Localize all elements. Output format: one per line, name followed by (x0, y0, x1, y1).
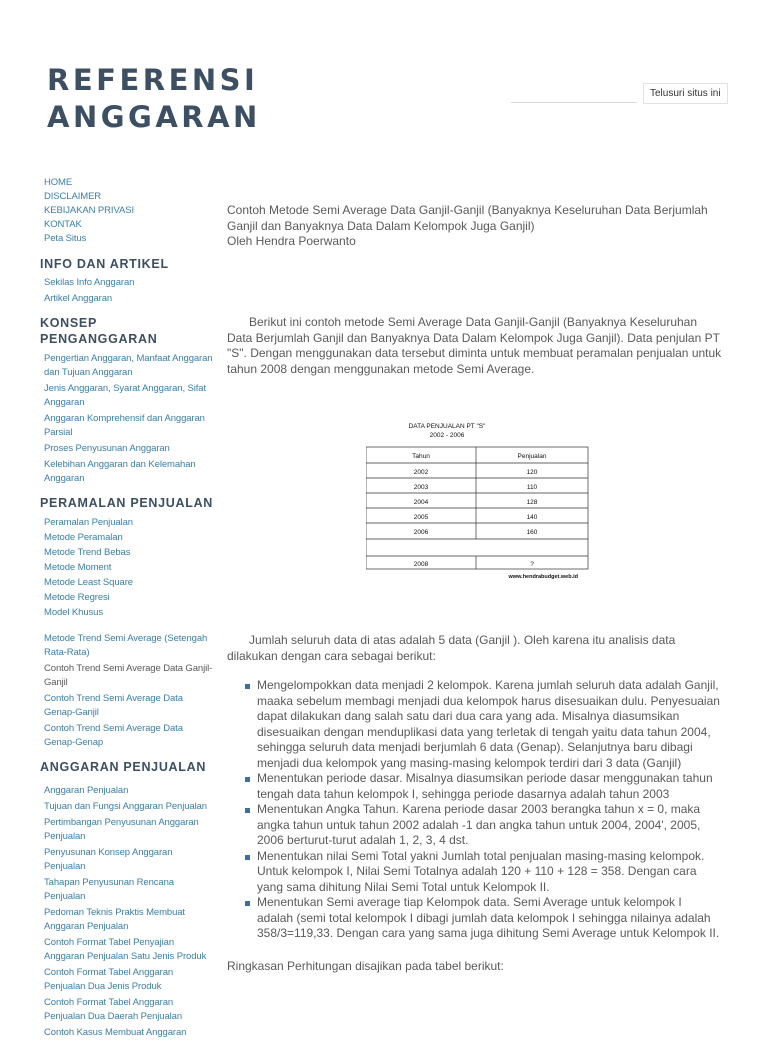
sidebar-item[interactable]: Penyusunan Konsep Anggaran Penjualan (44, 847, 173, 872)
post-header (227, 203, 723, 250)
cell-year: 2003 (413, 484, 429, 491)
cell-year-forecast: 2008 (413, 561, 429, 568)
nav-link-privacy[interactable]: KEBIJAKAN PRIVASI (44, 205, 134, 216)
sidebar-item[interactable]: Artikel Anggaran (44, 293, 113, 304)
sidebar-item[interactable]: Proses Penyusunan Anggaran (44, 443, 170, 454)
sidebar-item[interactable]: Metode Trend Bebas (44, 547, 131, 558)
cell-sales: 110 (526, 484, 538, 491)
nav-link-sitemap[interactable]: Peta Situs (44, 233, 87, 244)
post-author: Oleh Hendra Poerwanto (227, 234, 356, 248)
sidebar-item[interactable]: Contoh Format Tabel Penyajian Anggaran Penjualan Satu Jenis Produk (44, 937, 207, 962)
sidebar (40, 176, 215, 1042)
sales-data-table-image (366, 419, 590, 581)
sidebar-item[interactable]: Anggaran Komprehensif dan Anggaran Parsial (44, 413, 205, 438)
cell-year: 2005 (413, 514, 429, 521)
search-input[interactable] (511, 83, 637, 103)
figure-watermark: www.hendrabudget.web.id (508, 574, 578, 580)
list-item (243, 895, 721, 942)
nav-link-home[interactable]: HOME (44, 177, 73, 188)
cell-sales: 140 (526, 514, 538, 521)
group-konsep-list (40, 352, 215, 486)
post-intro: Berikut ini contoh metode Semi Average Data Ganjil-Ganjil (Banyaknya Keseluruhan Data Berjumlah Ganjil dan Banyaknya Data Dalam Kelompok Juga Ganjil). Data penjulan PT "S". Dengan menggunakan data tersebut diminta untuk membuat peramalan penjualan untuk tahun 2008 dengan menggunakan metode Semi Average. (227, 315, 722, 376)
analysis-steps-list (243, 678, 721, 942)
cell-year: 2006 (413, 529, 429, 536)
bullet-icon (245, 808, 250, 813)
group-info-list (40, 276, 215, 306)
col-header-year: Tahun (412, 453, 430, 460)
list-item (243, 802, 721, 849)
search-button[interactable]: Telusuri situs ini (643, 83, 728, 104)
sidebar-item[interactable]: Pertimbangan Penyusunan Anggaran Penjualan (44, 817, 199, 842)
list-item-text: Mengelompokkan data menjadi 2 kelompok. Karena jumlah seluruh data adalah Ganjil, maaka sebelum membagi menjadi dua kelompok harus disesuaikan dulu. Penyesuaian dapat dilakukan dang salah satu dari dua cara yang ada. Misalnya diasumsikan disesuaikan dengan menduplikasi data yang terletak di tengah yaitu data tahun 2004, sehingga seluruh data menjadi berjumlah 6 data (Genap). Selanjutnya baru dibagi menjadi dua kelompok yang masing-masing kelompok terdiri dari 3 data (Ganjil) (257, 678, 720, 770)
list-item-text: Menentukan Angka Tahun. Karena periode dasar 2003 berangka tahun x = 0, maka angka tahun untuk tahun 2002 adalah -1 dan angka tahun untuk 2004, 2004', 2005, 2006 berturut-turut adalah 1, 2, 3, 4 dst. (257, 802, 701, 847)
cell-year: 2002 (413, 469, 429, 476)
post-paragraph-ringkasan: Ringkasan Perhitungan disajikan pada tabel berikut: (227, 959, 504, 973)
post-paragraph-jumlah: Jumlah seluruh data di atas adalah 5 data (Ganjil ). Oleh karena itu analisis data dilakukan dengan cara sebagai berikut: (227, 633, 676, 663)
group-title-info: INFO DAN ARTIKEL (40, 257, 169, 271)
nav-link-contact[interactable]: KONTAK (44, 219, 82, 230)
sidebar-item[interactable]: Contoh Trend Semi Average Data Genap-Ganjil (44, 693, 183, 718)
group-title-anggaran-penjualan: ANGGARAN PENJUALAN (40, 760, 207, 774)
bullet-icon (245, 684, 250, 689)
sidebar-item[interactable]: Kelebihan Anggaran dan Kelemahan Anggaran (44, 459, 196, 484)
sidebar-item[interactable]: Pedoman Teknis Praktis Membuat Anggaran Penjualan (44, 907, 185, 932)
group-title-konsep: KONSEP PENGANGGARAN (40, 316, 158, 346)
top-links (40, 176, 215, 246)
list-item (243, 771, 721, 802)
group-title-peramalan: PERAMALAN PENJUALAN (40, 496, 214, 510)
cell-sales: 128 (526, 499, 538, 506)
post-title: Contoh Metode Semi Average Data Ganjil-Ganjil (Banyaknya Keseluruhan Data Berjumlah Ganjil dan Banyaknya Data Dalam Kelompok Juga Ganjil) (227, 203, 708, 233)
bullet-icon (245, 855, 250, 860)
sidebar-item[interactable]: Jenis Anggaran, Syarat Anggaran, Sifat Anggaran (44, 383, 207, 408)
sidebar-item[interactable]: Anggaran Penjualan (44, 785, 129, 796)
sidebar-item[interactable]: Contoh Kasus Membuat Anggaran (44, 1027, 187, 1038)
sidebar-item[interactable]: Model Khusus (44, 607, 104, 618)
sidebar-item[interactable]: Tujuan dan Fungsi Anggaran Penjualan (44, 801, 207, 812)
list-item-text: Menentukan periode dasar. Misalnya diasumsikan periode dasar menggunakan tahun tengah data tahun kelompok I, sehingga periode dasarnya adalah tahun 2003 (257, 771, 713, 801)
sidebar-item[interactable]: Contoh Format Tabel Anggaran Penjualan Dua Jenis Produk (44, 967, 174, 992)
sidebar-item[interactable]: Contoh Format Tabel Anggaran Penjualan Dua Daerah Penjualan (44, 997, 183, 1022)
site-title[interactable]: REFERENSI ANGGARAN (47, 63, 261, 134)
sidebar-item[interactable]: Peramalan Penjualan (44, 517, 133, 528)
bullet-icon (245, 901, 250, 906)
figure-title: DATA PENJUALAN PT "S" (408, 423, 486, 430)
list-item-text: Menentukan nilai Semi Total yakni Jumlah total penjualan masing-masing kelompok. Untuk kelompok I, Nilai Semi Totalnya adalah 120 + 110 + 128 = 358. Dengan cara yang sama dihitung Nilai Semi Total untuk Kelompok II. (257, 848, 705, 894)
list-item (243, 849, 721, 896)
sidebar-item[interactable]: Metode Regresi (44, 592, 110, 603)
sidebar-item[interactable]: Metode Least Square (44, 577, 133, 588)
list-item-text: Menentukan Semi average tiap Kelompok data. Semi Average untuk kelompok I adalah (semi total kelompok I dibagi jumlah data kelompok I sehingga nilainya adalah 358/3=119,33. Dengan cara yang sama juga dihitung Semi Average untuk Kelompok II. (257, 895, 720, 940)
sidebar-item-current[interactable]: Contoh Trend Semi Average Data Ganjil-Ganjil (44, 663, 213, 688)
sidebar-item[interactable]: Sekilas Info Anggaran (44, 277, 135, 288)
nav-link-disclaimer[interactable]: DISCLAIMER (44, 191, 102, 202)
cell-year: 2004 (413, 499, 429, 506)
figure-subtitle: 2002 - 2006 (429, 432, 465, 439)
sidebar-item[interactable]: Tahapan Penyusunan Rencana Penjualan (44, 877, 174, 902)
sidebar-item[interactable]: Metode Peramalan (44, 532, 123, 543)
sidebar-item[interactable]: Contoh Trend Semi Average Data Genap-Genap (44, 723, 183, 748)
list-item (243, 678, 721, 771)
table-grid (366, 447, 588, 569)
cell-sales: 120 (526, 469, 538, 476)
col-header-sales: Penjualan (517, 453, 547, 460)
group-anggaran-list (40, 784, 215, 1040)
cell-sales-forecast: ? (530, 561, 534, 568)
bullet-icon (245, 777, 250, 782)
cell-sales: 160 (526, 529, 538, 536)
sidebar-item[interactable]: Pengertian Anggaran, Manfaat Anggaran dan Tujuan Anggaran (44, 353, 213, 378)
sidebar-item[interactable]: Metode Trend Semi Average (Setengah Rata-Rata) (44, 633, 208, 658)
sidebar-item[interactable]: Metode Moment (44, 562, 112, 573)
group-peramalan-list (40, 516, 215, 750)
